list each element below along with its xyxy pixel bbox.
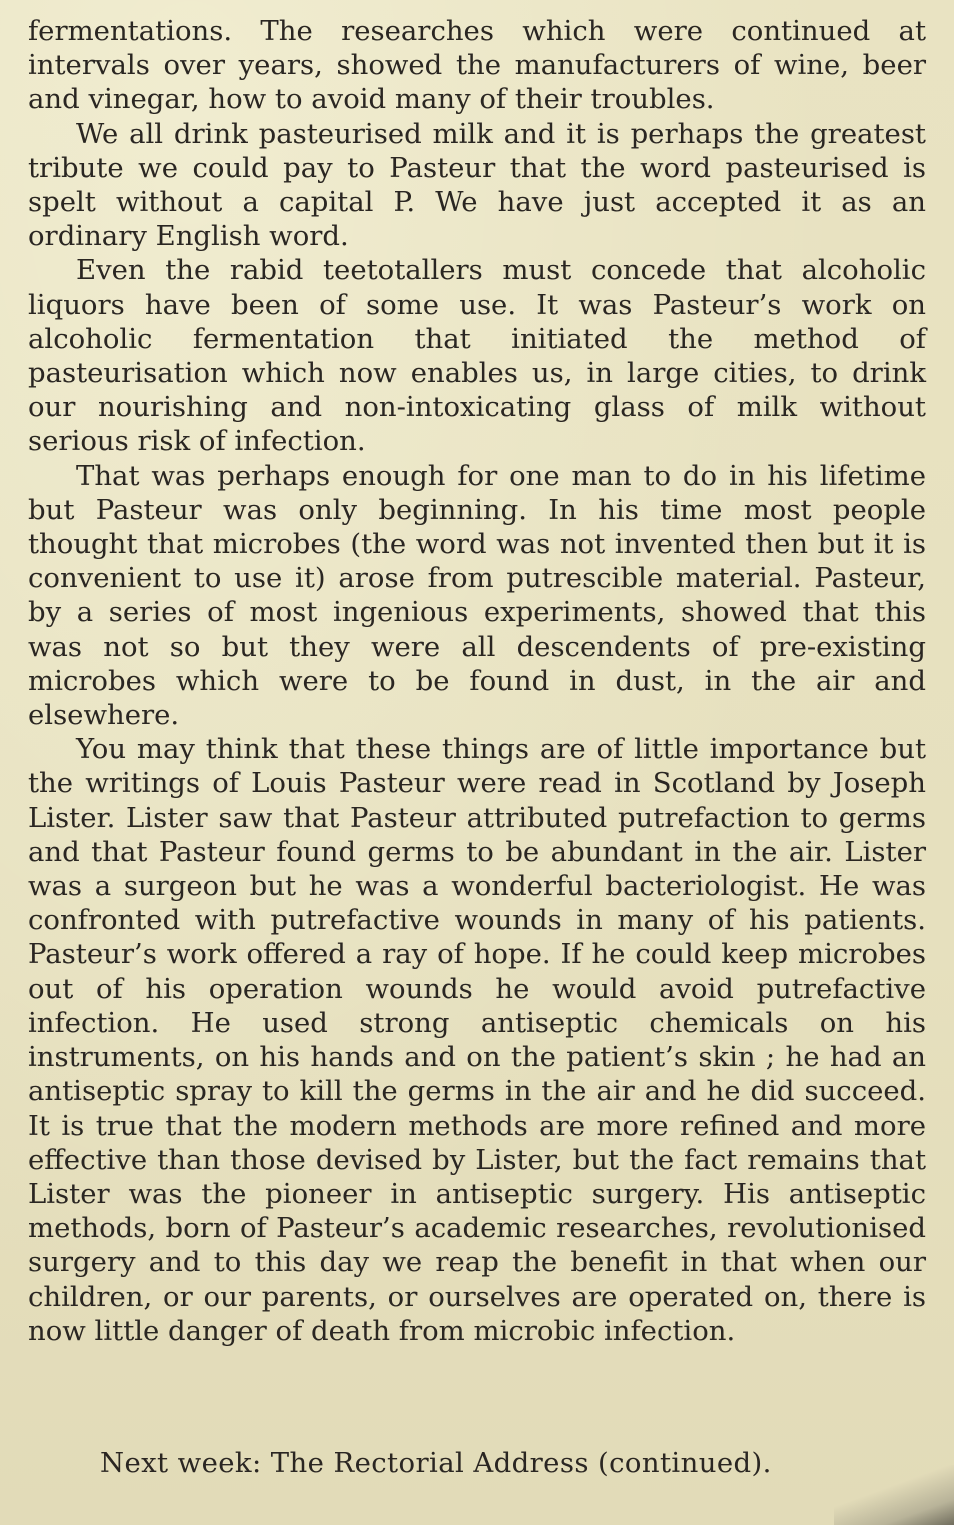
paragraph-continued: fermentations. The researches which were continued at intervals over years, showed the manufacturers of wine, beer and vinegar, how to avoid many of their troubles. — [28, 15, 926, 116]
paragraph-alcoholic-fermentation: Even the rabid teetotallers must concede that alcoholic liquors have been of some use. It was Pasteur’s work on alcoholic fermentation that initiated the method of pasteurisation which now enables us, in large cities, to drink our nourishing and non-intoxicating glass of milk without serious risk of infection. — [28, 254, 926, 458]
paragraph-microbes: That was perhaps enough for one man to do in his lifetime but Pasteur was only beginning. In his time most people thought that microbes (the word was not invented then but it is convenient to use it) arose from putrescible material. Pasteur, by a series of most ingenious experiments, showed that this was not so but they were all descendents of pre-existing microbes which were to be found in dust, in the air and elsewhere. — [28, 459, 926, 732]
article-body — [28, 14, 926, 1348]
page-corner-shadow — [834, 1465, 954, 1525]
paragraph-pasteurised-milk: We all drink pasteurised milk and it is perhaps the greatest tribute we could pay to Pasteur that the word pasteurised is spelt without a capital P. We have just accepted it as an ordinary English word. — [28, 117, 926, 253]
paragraph-lister: You may think that these things are of little importance but the writings of Louis Pasteur were read in Scotland by Joseph Lister. Lister saw that Pasteur attributed putrefaction to germs and that Pasteur found germs to be abundant in the air. Lister was a surgeon but he was a wonderful bacteriologist. He was confronted with putrefactive wounds in many of his patients. Pasteur’s work offered a ray of hope. If he could keep microbes out of his operation wounds he would avoid putrefactive infection. He used strong antiseptic chemicals on his instruments, on his hands and on the patient’s skin ; he had an antiseptic spray to kill the germs in the air and he did succeed. It is true that the modern methods are more refined and more effective than those devised by Lister, but the fact remains that Lister was the pioneer in antiseptic surgery. His antiseptic methods, born of Pasteur’s academic researches, revolutionised surgery and to this day we reap the benefit in that when our children, or our parents, or ourselves are operated on, there is now little danger of death from microbic infection. — [28, 733, 926, 1347]
next-week-note: Next week: The Rectorial Address (continued). — [100, 1447, 772, 1479]
